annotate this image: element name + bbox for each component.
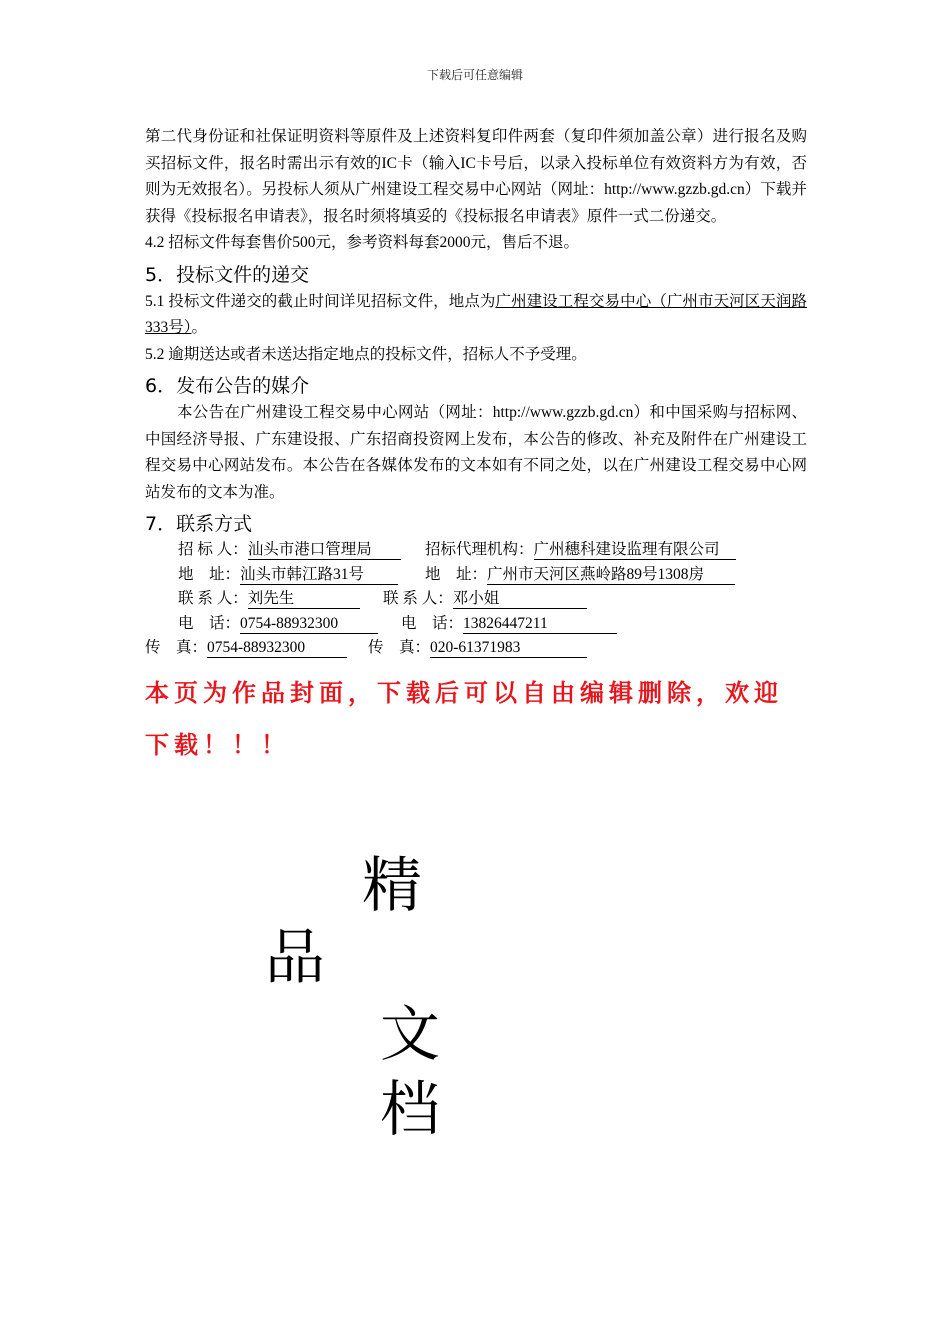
- p51-location: 广州建设工程交易中心（广州市天河区天润路333号）: [145, 292, 807, 336]
- fax-value: 0754-88932300: [207, 638, 347, 658]
- address-value: 汕头市韩江路31号: [240, 565, 398, 585]
- contact-right: [425, 563, 735, 588]
- section-6-heading: 6．发布公告的媒介: [145, 375, 310, 397]
- phone-value: 0754-88932300: [240, 614, 378, 634]
- label: 联 系 人：: [178, 590, 248, 607]
- contact-table: [145, 538, 807, 661]
- contact-left: [145, 636, 347, 661]
- tenderer-value: 汕头市港口管理局: [248, 540, 401, 560]
- contact-row: [145, 587, 807, 612]
- label: 传 真：: [368, 639, 431, 656]
- contact-person-value: 刘先生: [248, 589, 360, 609]
- contact-row: [145, 636, 807, 661]
- contact-left: [178, 587, 360, 612]
- promo-notice: 本页为作品封面，下载后可以自由编辑删除，欢迎下载！！！: [145, 678, 783, 759]
- contact-left: [178, 563, 398, 588]
- page-header: 下载后可任意编辑: [426, 68, 523, 82]
- agency-value: 广州穗科建设监理有限公司: [534, 540, 736, 560]
- paragraph-6-1: 本公告在广州建设工程交易中心网站（网址：http://www.gzzb.gd.cn）和中国采购与招标网、中国经济导报、广东建设报、广东招商投资网上发布，本公告的修改、补充及附件在广州建设工程交易中心网站发布。本公告在各媒体发布的文本如有不同之处，以在广州建设工程交易中心网站发布的文本为准。: [145, 404, 807, 501]
- label: 电 话：: [178, 614, 241, 632]
- label: 联 系 人：: [383, 590, 453, 607]
- contact-left: [178, 612, 378, 637]
- cover-char-jing: 精: [362, 851, 422, 921]
- cover-char-dang: 档: [380, 1075, 440, 1145]
- contact-right: [401, 612, 617, 637]
- contact-row: [145, 563, 807, 588]
- paragraph-registration: 第二代身份证和社保证明资料等原件及上述资料复印件两套（复印件须加盖公章）进行报名及购买招标文件，报名时需出示有效的IC卡（输入IC卡号后，以录入投标单位有效资料方为有效，否则为无效报名）。另投标人须从广州建设工程交易中心网站（网址：http://www.gzzb.gd.cn）下载并获得《投标报名申请表》，报名时须将填妥的《投标报名申请表》原件一式二份递交。: [145, 128, 807, 225]
- contact-row: [145, 538, 807, 563]
- label: 地 址：: [425, 565, 488, 583]
- contact-right: [383, 587, 587, 612]
- p51-suffix: 。: [191, 319, 208, 336]
- address-value: 广州市天河区燕岭路89号1308房: [487, 565, 735, 585]
- label: 电 话：: [401, 614, 464, 632]
- paragraph-5-1: [145, 289, 807, 342]
- label: 招标代理机构：: [425, 541, 534, 558]
- fax-value: 020-61371983: [430, 638, 587, 658]
- section-7-heading: 7．联系方式: [145, 513, 253, 535]
- label: 招 标 人：: [178, 541, 248, 558]
- contact-person-value: 邓小姐: [453, 589, 587, 609]
- contact-row: [145, 612, 807, 637]
- paragraph-4-2: 4.2 招标文件每套售价500元，参考资料每套2000元，售后不退。: [145, 234, 580, 251]
- paragraph-5-2: 5.2 逾期送达或者未送达指定地点的投标文件，招标人不予受理。: [145, 345, 587, 363]
- p51-prefix: 5.1 投标文件递交的截止时间详见招标文件，地点为: [145, 292, 496, 310]
- contact-left: [178, 538, 401, 563]
- cover-char-wen: 文: [380, 1000, 440, 1070]
- document-body: [145, 124, 807, 771]
- cover-char-pin: 品: [265, 923, 325, 993]
- section-5-heading: 5．投标文件的递交: [145, 263, 310, 286]
- phone-value: 13826447211: [463, 614, 617, 634]
- label: 传 真：: [145, 639, 208, 656]
- contact-right: [425, 538, 736, 563]
- label: 地 址：: [178, 565, 241, 583]
- contact-right: [368, 636, 587, 661]
